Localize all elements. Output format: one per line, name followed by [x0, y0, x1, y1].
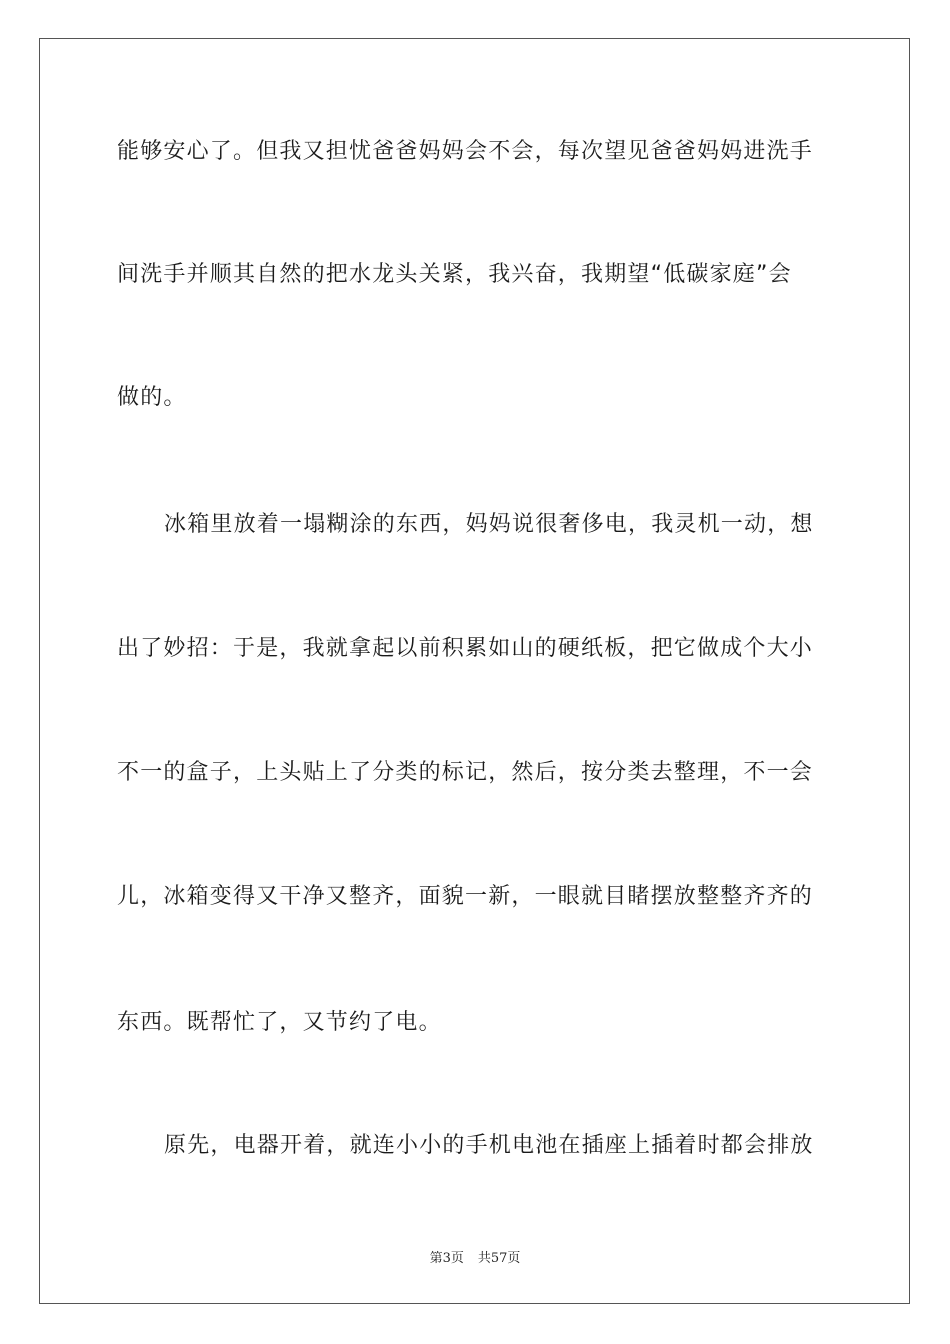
- page-border: [39, 38, 910, 1304]
- page-total: 共57页: [477, 1251, 521, 1266]
- paragraph-start-line: 原先，电器开着，就连小小的手机电池在插座上插着时都会排放: [164, 1133, 814, 1158]
- paragraph-start-line: 冰箱里放着一塌糊涂的东西，妈妈说很奢侈电，我灵机一动，想: [164, 512, 814, 537]
- text-line: 儿，冰箱变得又干净又整齐，面貌一新，一眼就目睹摆放整整齐齐的: [117, 884, 814, 909]
- text-line: 不一的盒子，上头贴上了分类的标记，然后，按分类去整理，不一会: [117, 760, 814, 785]
- text-line: 间洗手并顺其自然的把水龙头关紧，我兴奋，我期望“低碳家庭”会: [117, 262, 792, 287]
- text-line: 能够安心了。但我又担忧爸爸妈妈会不会，每次望见爸爸妈妈进洗手: [117, 139, 814, 164]
- text-line: 做的。: [117, 385, 187, 410]
- page-number: 第3页: [429, 1251, 464, 1266]
- page-footer: [0, 1247, 950, 1266]
- text-line: 出了妙招：于是，我就拿起以前积累如山的硬纸板，把它做成个大小: [117, 636, 814, 661]
- text-line: 东西。既帮忙了，又节约了电。: [117, 1010, 442, 1035]
